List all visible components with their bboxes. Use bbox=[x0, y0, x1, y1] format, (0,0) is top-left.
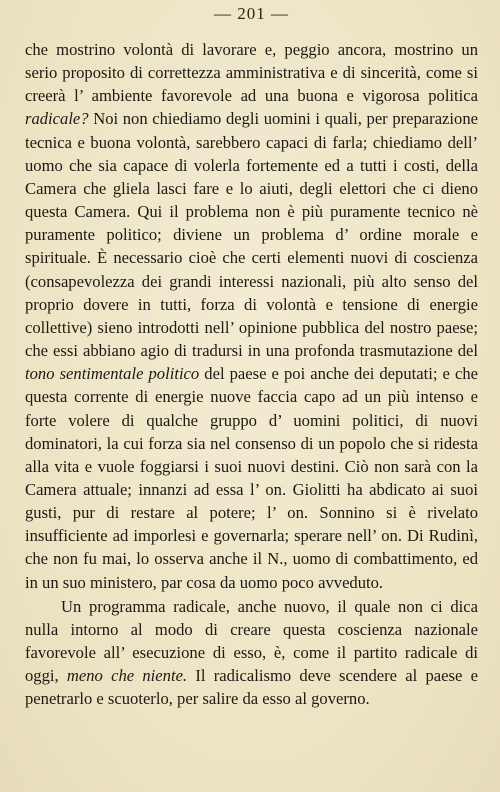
paragraph-1-italic-2: tono sentimentale politico bbox=[25, 364, 200, 384]
paragraph-1-text-1: che mostrino volontà di lavorare e, peggio ancora, mostrino un serio proposito di correttezza amministrativa e di sincerità, come si creerà l’ ambiente favorevole ad una buona e vigorosa politica bbox=[25, 40, 478, 106]
paragraph-2-text-2: Il radicalismo deve scendere al paese e penetrarlo e scuoterlo, per salire da esso al governo. bbox=[25, 666, 478, 709]
paragraph-1-text-3: del paese e poi anche dei deputati; e che questa corrente di energie nuove faccia capo ad un più intenso e forte volere di qualche gruppo d’ uomini politici, di nuovi dominatori, la cui forza sia nel consenso di un popolo che si ridesta alla vita e vuole foggiarsi i suoi nuovi destini. Ciò non sarà con la Camera attuale; innanzi ad essa l’ on. Giolitti ha abdicato ai suoi gusti, pur di restare al potere; l’ on. Sonnino si è rivelato insufficiente ad imporlesi e governarla; sperare nell’ on. Di Rudinì, che non fu mai, lo osserva anche il N., uomo di combattimento, ed in un suo ministero, par cosa da uomo poco avveduto. bbox=[25, 364, 478, 592]
paragraph-1 bbox=[25, 38, 478, 594]
paragraph-1-text-2: Noi non chiediamo degli uomini i quali, per preparazione tecnica e buona volontà, sarebbero capaci di farla; chiediamo dell’ uomo che sia capace di volerla fortemente ed a tutti i costi, della Camera che gliela lasci fare e lo aiuti, degli elettori che ci dieno questa Camera. Qui il problema non è più puramente tecnico nè puramente politico; diviene un problema d’ ordine morale e spirituale. È necessario cioè che certi elementi nuovi di coscienza (consapevolezza dei grandi interessi nazionali, più alto senso del proprio dovere in tutti, forza di volontà e tensione di energie collettive) sieno introdotti nell’ opinione pubblica del nostro paese; che essi abbiano agio di tradursi in una profonda trasmutazione del bbox=[25, 109, 478, 361]
paragraph-1-italic-1: radicale? bbox=[25, 109, 89, 129]
paragraph-2 bbox=[25, 595, 478, 711]
paragraph-2-text-1: Un programma radicale, anche nuovo, il quale non ci dica nulla intorno al modo di creare questa coscienza nazionale favorevole all’ esecuzione di esso, è, come il partito radicale di oggi, bbox=[25, 596, 478, 686]
paragraph-2-italic-1: meno che niente. bbox=[66, 666, 188, 686]
page-number: — 201 — bbox=[214, 4, 289, 23]
